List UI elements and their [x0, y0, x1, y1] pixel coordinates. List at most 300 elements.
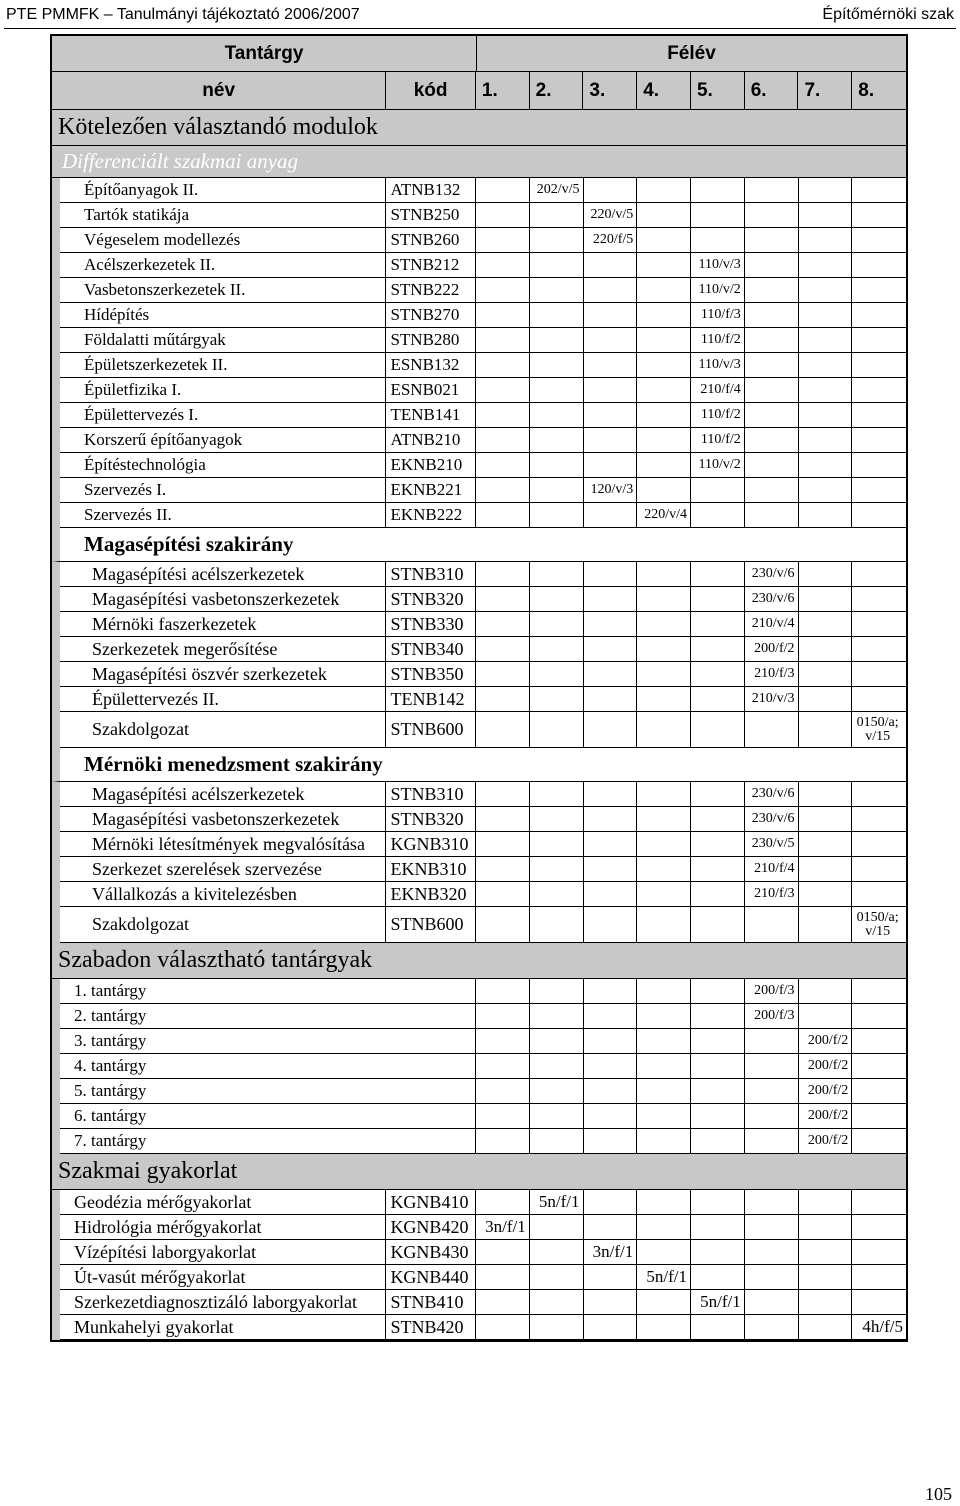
diff-semester-2 [530, 228, 584, 253]
mgmt-semester-5 [691, 807, 745, 832]
practice-rows [52, 1190, 906, 1340]
free-semester-4 [637, 1104, 691, 1129]
practice-semester-7 [799, 1190, 853, 1215]
diff-name: Építőanyagok II. [60, 178, 386, 203]
mgmt-semester-1 [476, 807, 530, 832]
diff-semester-1 [476, 178, 530, 203]
building-code: STNB340 [386, 637, 476, 662]
mgmt-semester-2 [530, 782, 584, 807]
practice-semester-1 [476, 1190, 530, 1215]
practice-semester-4 [637, 1190, 691, 1215]
diff-semester-8 [852, 478, 906, 503]
diff-row [60, 353, 906, 378]
diff-semester-8 [852, 403, 906, 428]
diff-code: ESNB132 [386, 353, 476, 378]
diff-semester-1 [476, 353, 530, 378]
free-code [386, 1029, 476, 1054]
free-semester-2 [530, 979, 584, 1004]
building-semester-1 [476, 687, 530, 712]
free-rows [52, 979, 906, 1154]
practice-semester-4 [637, 1290, 691, 1315]
building-semester-5 [691, 637, 745, 662]
free-semester-4 [637, 979, 691, 1004]
diff-semester-7 [799, 303, 853, 328]
mgmt-name: Magasépítési vasbetonszerkezetek [60, 807, 386, 832]
practice-semester-4 [637, 1215, 691, 1240]
practice-name: Út-vasút mérőgyakorlat [60, 1265, 386, 1290]
diff-semester-2 [530, 378, 584, 403]
free-semester-7: 200/f/2 [799, 1029, 853, 1054]
building-name: Magasépítési öszvér szerkezetek [60, 662, 386, 687]
mgmt-semester-3 [584, 782, 638, 807]
diff-semester-8 [852, 303, 906, 328]
practice-semester-2 [530, 1265, 584, 1290]
mgmt-semester-3 [584, 857, 638, 882]
practice-name: Szerkezetdiagnosztizáló laborgyakorlat [60, 1290, 386, 1315]
diff-semester-4 [637, 328, 691, 353]
free-semester-5 [691, 1004, 745, 1029]
free-semester-7: 200/f/2 [799, 1129, 853, 1154]
building-semester-4 [637, 612, 691, 637]
practice-code: KGNB420 [386, 1215, 476, 1240]
building-row [60, 612, 906, 637]
mgmt-thesis-row [60, 907, 906, 943]
building-thesis-semester-1 [476, 712, 530, 748]
diff-semester-1 [476, 253, 530, 278]
mgmt-semester-5 [691, 832, 745, 857]
building-thesis-semester-5 [691, 712, 745, 748]
diff-semester-1 [476, 428, 530, 453]
building-semester-6: 230/v/6 [745, 587, 799, 612]
building-semester-1 [476, 637, 530, 662]
mgmt-semester-7 [799, 882, 853, 907]
diff-semester-4 [637, 228, 691, 253]
free-row [60, 979, 906, 1004]
diff-semester-8 [852, 503, 906, 528]
diff-semester-5: 110/f/2 [691, 328, 745, 353]
diff-semester-3 [584, 378, 638, 403]
practice-semester-3 [584, 1265, 638, 1290]
diff-semester-4 [637, 378, 691, 403]
diff-semester-6 [745, 428, 799, 453]
free-semester-1 [476, 1004, 530, 1029]
free-name: 3. tantárgy [60, 1029, 386, 1054]
practice-code: STNB420 [386, 1315, 476, 1340]
diff-name: Földalatti műtárgyak [60, 328, 386, 353]
diff-row [60, 503, 906, 528]
building-semester-2 [530, 662, 584, 687]
diff-semester-5 [691, 503, 745, 528]
mgmt-semester-3 [584, 882, 638, 907]
semester-header-8: 8. [852, 72, 906, 110]
building-semester-1 [476, 612, 530, 637]
diff-name: Tartók statikája [60, 203, 386, 228]
diff-semester-7 [799, 503, 853, 528]
diff-code: ATNB210 [386, 428, 476, 453]
diff-semester-2 [530, 403, 584, 428]
building-name: Magasépítési acélszerkezetek [60, 562, 386, 587]
diff-name: Acélszerkezetek II. [60, 253, 386, 278]
diff-semester-2 [530, 303, 584, 328]
diff-code: STNB270 [386, 303, 476, 328]
diff-semester-6 [745, 228, 799, 253]
diff-semester-2 [530, 328, 584, 353]
free-name: 5. tantárgy [60, 1079, 386, 1104]
free-semester-1 [476, 979, 530, 1004]
building-semester-8 [852, 587, 906, 612]
practice-code: KGNB430 [386, 1240, 476, 1265]
free-row [60, 1054, 906, 1079]
section-building [52, 528, 906, 562]
free-semester-4 [637, 1129, 691, 1154]
free-code [386, 1129, 476, 1154]
building-semester-8 [852, 562, 906, 587]
free-semester-2 [530, 1029, 584, 1054]
mgmt-semester-2 [530, 882, 584, 907]
practice-name: Munkahelyi gyakorlat [60, 1315, 386, 1340]
mgmt-semester-4 [637, 857, 691, 882]
practice-semester-7 [799, 1265, 853, 1290]
free-name: 1. tantárgy [60, 979, 386, 1004]
diff-semester-3: 220/f/5 [584, 228, 638, 253]
free-row [60, 1079, 906, 1104]
diff-semester-2 [530, 278, 584, 303]
practice-semester-2 [530, 1215, 584, 1240]
free-semester-5 [691, 1129, 745, 1154]
building-semester-5 [691, 587, 745, 612]
mgmt-thesis-semester-1 [476, 907, 530, 943]
mgmt-thesis-code: STNB600 [386, 907, 476, 943]
diff-semester-5: 110/f/2 [691, 403, 745, 428]
diff-semester-6 [745, 178, 799, 203]
free-semester-6: 200/f/3 [745, 979, 799, 1004]
diff-name: Épületszerkezetek II. [60, 353, 386, 378]
semester-header-2: 2. [530, 72, 584, 110]
mgmt-semester-1 [476, 857, 530, 882]
diff-semester-5: 210/f/4 [691, 378, 745, 403]
free-semester-4 [637, 1079, 691, 1104]
free-semester-1 [476, 1029, 530, 1054]
practice-semester-6 [745, 1290, 799, 1315]
diff-row [60, 178, 906, 203]
building-semester-3 [584, 687, 638, 712]
free-row [60, 1029, 906, 1054]
section-practice: Szakmai gyakorlat [52, 1154, 906, 1190]
mgmt-semester-2 [530, 807, 584, 832]
diff-semester-4 [637, 203, 691, 228]
building-semester-2 [530, 687, 584, 712]
diff-semester-6 [745, 303, 799, 328]
page-number: 105 [925, 1484, 952, 1504]
diff-semester-8 [852, 253, 906, 278]
diff-semester-6 [745, 253, 799, 278]
diff-semester-8 [852, 428, 906, 453]
building-semester-8 [852, 687, 906, 712]
diff-semester-2 [530, 353, 584, 378]
free-semester-6 [745, 1104, 799, 1129]
building-rows [52, 562, 906, 748]
practice-row [60, 1265, 906, 1290]
mgmt-semester-4 [637, 882, 691, 907]
free-semester-6 [745, 1129, 799, 1154]
mgmt-semester-1 [476, 832, 530, 857]
mgmt-name: Szerkezet szerelések szervezése [60, 857, 386, 882]
diff-semester-7 [799, 253, 853, 278]
free-semester-8 [852, 1079, 906, 1104]
section-compulsory: Kötelezően választandó modulok [52, 110, 906, 146]
diff-semester-8 [852, 178, 906, 203]
diff-name: Hídépítés [60, 303, 386, 328]
diff-semester-5 [691, 478, 745, 503]
diff-semester-5 [691, 203, 745, 228]
diff-semester-8 [852, 453, 906, 478]
free-semester-4 [637, 1054, 691, 1079]
free-semester-8 [852, 1029, 906, 1054]
section-management [52, 748, 906, 782]
building-semester-5 [691, 687, 745, 712]
diff-semester-4 [637, 178, 691, 203]
practice-semester-2: 5n/f/1 [530, 1190, 584, 1215]
mgmt-thesis-name: Szakdolgozat [60, 907, 386, 943]
building-row [60, 562, 906, 587]
col-name-header: név [52, 72, 386, 110]
mgmt-code: STNB320 [386, 807, 476, 832]
diff-semester-5: 110/v/2 [691, 453, 745, 478]
mgmt-semester-7 [799, 782, 853, 807]
diff-semester-3 [584, 178, 638, 203]
mgmt-semester-6: 230/v/6 [745, 807, 799, 832]
mgmt-semester-5 [691, 882, 745, 907]
practice-row [60, 1240, 906, 1265]
building-semester-6: 210/f/3 [745, 662, 799, 687]
diff-semester-3: 220/v/5 [584, 203, 638, 228]
free-semester-2 [530, 1079, 584, 1104]
building-thesis-semester-6 [745, 712, 799, 748]
free-semester-4 [637, 1004, 691, 1029]
mgmt-semester-8 [852, 832, 906, 857]
mgmt-thesis-semester-3 [584, 907, 638, 943]
diff-code: ATNB132 [386, 178, 476, 203]
diff-semester-5: 110/v/3 [691, 353, 745, 378]
free-code [386, 1104, 476, 1129]
free-semester-7: 200/f/2 [799, 1104, 853, 1129]
diff-semester-3 [584, 503, 638, 528]
diff-semester-1 [476, 403, 530, 428]
diff-semester-1 [476, 378, 530, 403]
building-semester-1 [476, 662, 530, 687]
practice-semester-8 [852, 1290, 906, 1315]
diff-semester-4 [637, 453, 691, 478]
diff-name: Szervezés II. [60, 503, 386, 528]
diff-semester-1 [476, 328, 530, 353]
free-semester-8 [852, 1104, 906, 1129]
semester-header-1: 1. [476, 72, 530, 110]
diff-semester-8 [852, 353, 906, 378]
building-semester-6: 210/v/3 [745, 687, 799, 712]
diff-semester-5: 110/v/3 [691, 253, 745, 278]
practice-semester-2 [530, 1315, 584, 1340]
building-semester-2 [530, 637, 584, 662]
practice-name: Geodézia mérőgyakorlat [60, 1190, 386, 1215]
free-semester-6 [745, 1054, 799, 1079]
free-code [386, 1054, 476, 1079]
management-rows [52, 782, 906, 943]
practice-semester-5 [691, 1215, 745, 1240]
diff-code: STNB222 [386, 278, 476, 303]
section-management-title: Mérnöki menedzsment szakirány [84, 752, 383, 776]
practice-semester-1 [476, 1315, 530, 1340]
practice-semester-1: 3n/f/1 [476, 1215, 530, 1240]
free-semester-3 [584, 1104, 638, 1129]
practice-semester-4: 5n/f/1 [637, 1265, 691, 1290]
diff-semester-7 [799, 328, 853, 353]
practice-row [60, 1190, 906, 1215]
mgmt-semester-8 [852, 882, 906, 907]
building-semester-6: 230/v/6 [745, 562, 799, 587]
practice-semester-8 [852, 1265, 906, 1290]
diff-semester-2 [530, 478, 584, 503]
diff-code: EKNB210 [386, 453, 476, 478]
mgmt-semester-6: 230/v/5 [745, 832, 799, 857]
diff-semester-2 [530, 428, 584, 453]
table-head-row-1 [52, 36, 906, 72]
building-code: STNB320 [386, 587, 476, 612]
building-thesis-semester-4 [637, 712, 691, 748]
free-semester-1 [476, 1054, 530, 1079]
free-semester-8 [852, 1004, 906, 1029]
mgmt-semester-6: 230/v/6 [745, 782, 799, 807]
building-code: TENB142 [386, 687, 476, 712]
mgmt-thesis-semester-7 [799, 907, 853, 943]
building-row [60, 587, 906, 612]
mgmt-row [60, 882, 906, 907]
mgmt-semester-7 [799, 857, 853, 882]
building-code: STNB350 [386, 662, 476, 687]
diff-code: TENB141 [386, 403, 476, 428]
diff-name: Korszerű építőanyagok [60, 428, 386, 453]
mgmt-semester-5 [691, 857, 745, 882]
practice-semester-2 [530, 1240, 584, 1265]
mgmt-semester-4 [637, 807, 691, 832]
mgmt-thesis-semester-2 [530, 907, 584, 943]
free-semester-3 [584, 1079, 638, 1104]
free-name: 4. tantárgy [60, 1054, 386, 1079]
semester-header-7: 7. [798, 72, 852, 110]
diff-semester-8 [852, 228, 906, 253]
col-semester-header: Félév [477, 36, 906, 72]
free-semester-7 [799, 1004, 853, 1029]
mgmt-semester-1 [476, 882, 530, 907]
diff-semester-6 [745, 353, 799, 378]
building-semester-4 [637, 562, 691, 587]
building-semester-2 [530, 587, 584, 612]
building-row [60, 662, 906, 687]
diff-semester-6 [745, 503, 799, 528]
building-semester-1 [476, 587, 530, 612]
practice-semester-4 [637, 1240, 691, 1265]
mgmt-semester-6: 210/f/4 [745, 857, 799, 882]
free-name: 6. tantárgy [60, 1104, 386, 1129]
diff-semester-6 [745, 203, 799, 228]
diff-name: Építéstechnológia [60, 453, 386, 478]
mgmt-semester-3 [584, 807, 638, 832]
free-semester-5 [691, 1079, 745, 1104]
practice-semester-5 [691, 1265, 745, 1290]
diff-semester-7 [799, 178, 853, 203]
diff-semester-5 [691, 228, 745, 253]
col-subject-header: Tantárgy [52, 36, 477, 72]
building-row [60, 637, 906, 662]
diff-row [60, 378, 906, 403]
diff-row [60, 403, 906, 428]
diff-semester-1 [476, 303, 530, 328]
free-semester-6 [745, 1029, 799, 1054]
free-row [60, 1129, 906, 1154]
practice-semester-5 [691, 1315, 745, 1340]
practice-semester-6 [745, 1265, 799, 1290]
mgmt-name: Mérnöki létesítmények megvalósítása [60, 832, 386, 857]
diff-semester-1 [476, 278, 530, 303]
diff-row [60, 278, 906, 303]
diff-semester-5 [691, 178, 745, 203]
practice-semester-7 [799, 1290, 853, 1315]
practice-code: STNB410 [386, 1290, 476, 1315]
mgmt-code: KGNB310 [386, 832, 476, 857]
diff-semester-2 [530, 203, 584, 228]
building-thesis-row [60, 712, 906, 748]
practice-semester-7 [799, 1215, 853, 1240]
building-thesis-semester-7 [799, 712, 853, 748]
semester-header-6: 6. [745, 72, 799, 110]
diff-semester-4 [637, 353, 691, 378]
diff-row [60, 303, 906, 328]
practice-semester-8 [852, 1190, 906, 1215]
practice-name: Vízépítési laborgyakorlat [60, 1240, 386, 1265]
building-semester-8 [852, 612, 906, 637]
diff-semester-2: 202/v/5 [530, 178, 584, 203]
free-code [386, 979, 476, 1004]
mgmt-thesis-semester-6 [745, 907, 799, 943]
building-semester-8 [852, 662, 906, 687]
building-semester-5 [691, 562, 745, 587]
diff-semester-6 [745, 478, 799, 503]
mgmt-semester-4 [637, 782, 691, 807]
col-code-header: kód [386, 72, 476, 110]
practice-row [60, 1290, 906, 1315]
diff-semester-7 [799, 378, 853, 403]
diff-semester-5: 110/f/3 [691, 303, 745, 328]
building-semester-3 [584, 637, 638, 662]
free-semester-3 [584, 1129, 638, 1154]
mgmt-thesis-semester-4 [637, 907, 691, 943]
practice-semester-3 [584, 1215, 638, 1240]
diff-semester-1 [476, 453, 530, 478]
diff-semester-7 [799, 403, 853, 428]
diff-semester-7 [799, 228, 853, 253]
practice-semester-3: 3n/f/1 [584, 1240, 638, 1265]
differentiated-rows [52, 178, 906, 528]
free-semester-1 [476, 1079, 530, 1104]
practice-semester-1 [476, 1265, 530, 1290]
building-semester-4 [637, 687, 691, 712]
building-semester-7 [799, 562, 853, 587]
building-name: Magasépítési vasbetonszerkezetek [60, 587, 386, 612]
building-semester-6: 200/f/2 [745, 637, 799, 662]
diff-code: ESNB021 [386, 378, 476, 403]
building-name: Épülettervezés II. [60, 687, 386, 712]
practice-semester-6 [745, 1215, 799, 1240]
diff-name: Vasbetonszerkezetek II. [60, 278, 386, 303]
